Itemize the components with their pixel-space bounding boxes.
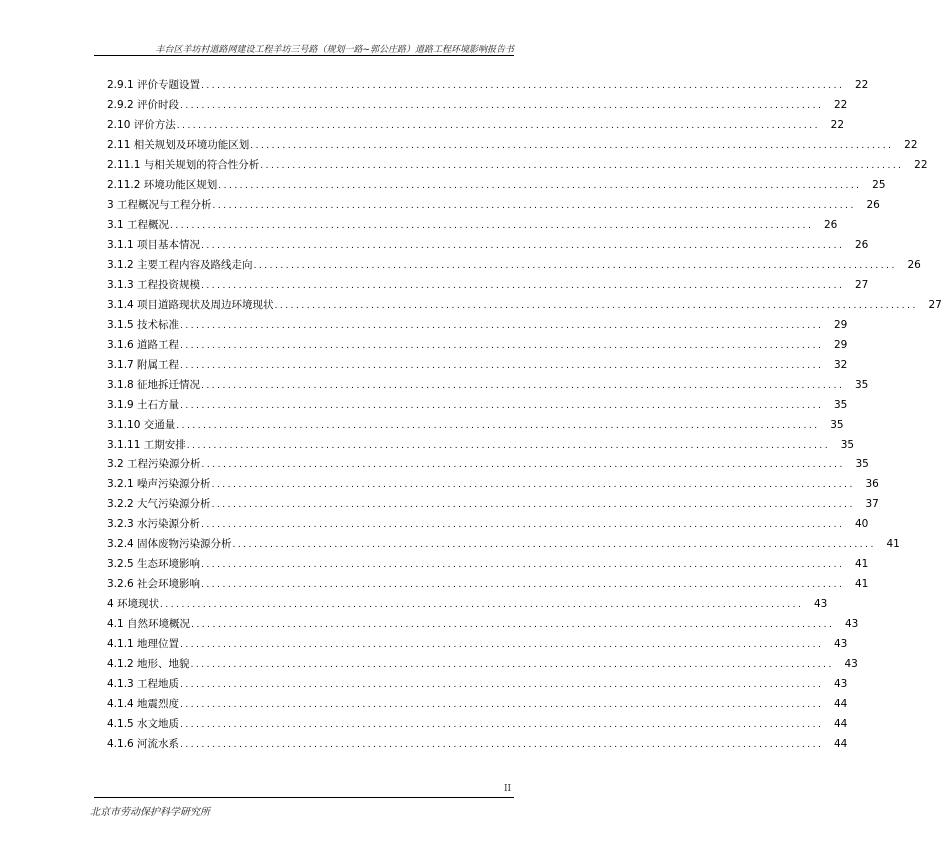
toc-dot-leader: ........................................................................................................................ [211, 480, 855, 491]
toc-dot-leader: ........................................................................................................................ [180, 680, 824, 691]
toc-entry-title: 4.1.4 地震烈度 [107, 698, 180, 711]
footer-organization: 北京市劳动保护科学研究所 [90, 807, 210, 818]
toc-dot-leader: ........................................................................................................................ [180, 720, 824, 730]
toc-entry[interactable] [107, 736, 848, 752]
toc-entry-title: 3.1.2 主要工程内容及路线走向 [107, 258, 253, 271]
toc-dot-leader: ........................................................................................................................ [201, 81, 845, 91]
toc-entry-page: 44 [834, 718, 848, 730]
toc-dot-leader: ........................................................................................................................ [211, 500, 855, 511]
toc-entry[interactable] [107, 197, 880, 213]
table-of-contents [107, 0, 942, 842]
toc-entry-page: 41 [855, 578, 869, 591]
toc-entry-title: 3.1.5 技术标准 [107, 318, 180, 331]
toc-entry-page: 35 [834, 398, 848, 411]
toc-entry[interactable] [107, 177, 886, 193]
toc-entry[interactable] [107, 676, 848, 692]
toc-entry[interactable] [107, 556, 869, 572]
toc-entry-title: 3.1.9 土石方量 [107, 398, 180, 411]
toc-entry-page: 22 [904, 138, 918, 151]
toc-entry-title: 3.2.3 水污染源分析 [107, 518, 201, 531]
toc-entry-title: 3.1 工程概况 [107, 218, 170, 231]
toc-entry[interactable] [107, 616, 859, 632]
toc-dot-leader: ........................................................................................................................ [170, 220, 814, 231]
toc-entry-title: 4.1.6 河流水系 [107, 738, 180, 750]
toc-dot-leader: ........................................................................................................................ [201, 280, 845, 291]
toc-dot-leader: ........................................................................................................................ [176, 120, 821, 131]
toc-dot-leader: ........................................................................................................................ [180, 640, 824, 651]
toc-entry-title: 2.10 评价方法 [107, 118, 176, 131]
toc-entry-title: 3.1.10 交通量 [107, 418, 176, 431]
toc-entry-page: 41 [855, 558, 869, 571]
toc-entry-page: 22 [830, 118, 845, 131]
toc-entry[interactable] [107, 716, 848, 732]
toc-entry-page: 26 [823, 218, 838, 231]
toc-entry[interactable] [107, 117, 845, 133]
toc-entry[interactable] [107, 596, 828, 612]
toc-entry[interactable] [107, 217, 838, 233]
toc-entry-page: 26 [855, 238, 869, 251]
page-number: II [504, 784, 512, 794]
toc-entry-page: 43 [844, 658, 858, 671]
toc-entry-title: 3.2.1 噪声污染源分析 [107, 478, 211, 491]
toc-dot-leader: ........................................................................................................................ [180, 700, 824, 711]
toc-entry-title: 3.1.3 工程投资规模 [107, 278, 201, 291]
toc-entry[interactable] [107, 536, 900, 552]
toc-entry-title: 2.9.2 评价时段 [107, 99, 180, 111]
toc-entry-title: 4.1.5 水文地质 [107, 718, 180, 730]
toc-dot-leader: ........................................................................................................................ [212, 200, 856, 211]
toc-dot-leader: ........................................................................................................................ [218, 180, 862, 191]
footer-rule [94, 797, 514, 798]
toc-entry-title: 4.1.1 地理位置 [107, 638, 180, 651]
toc-entry-title: 4.1.3 工程地质 [107, 678, 180, 691]
toc-entry-title: 2.11.2 环境功能区规划 [107, 178, 218, 191]
toc-entry[interactable] [107, 656, 858, 672]
toc-entry-title: 3.1.7 附属工程 [107, 358, 180, 371]
toc-entry[interactable] [107, 257, 921, 273]
toc-dot-leader: ........................................................................................................................ [160, 600, 804, 611]
toc-entry-title: 4 环境现状 [107, 598, 160, 611]
toc-entry-title: 3.2.2 大气污染源分析 [107, 498, 211, 511]
toc-entry-title: 3.2.5 生态环境影响 [107, 558, 201, 571]
toc-dot-leader: ........................................................................................................................ [191, 620, 835, 631]
toc-entry-page: 26 [866, 198, 880, 211]
toc-entry-page: 40 [855, 518, 869, 531]
toc-entry[interactable] [107, 456, 869, 472]
toc-entry-title: 3.1.11 工期安排 [107, 438, 186, 451]
toc-entry[interactable] [107, 437, 855, 453]
toc-dot-leader: ........................................................................................................................ [180, 320, 824, 331]
toc-entry-title: 2.9.1 评价专题设置 [107, 79, 201, 91]
toc-entry[interactable] [107, 476, 879, 492]
toc-entry-page: 22 [914, 158, 928, 171]
toc-dot-leader: ........................................................................................................................ [201, 380, 845, 391]
toc-entry-page: 43 [834, 638, 848, 651]
toc-entry[interactable] [107, 297, 942, 313]
toc-entry[interactable] [107, 576, 869, 592]
toc-entry-page: 41 [886, 538, 900, 551]
toc-entry-page: 29 [834, 338, 848, 351]
toc-entry-title: 3.2 工程污染源分析 [107, 458, 201, 471]
toc-entry-page: 37 [865, 498, 879, 511]
toc-entry-page: 35 [855, 378, 869, 391]
toc-entry[interactable] [107, 417, 844, 433]
toc-entry-page: 29 [834, 318, 848, 331]
toc-entry-page: 27 [928, 298, 942, 311]
toc-entry-page: 35 [830, 418, 844, 431]
toc-dot-leader: ........................................................................................................................ [180, 740, 824, 750]
toc-dot-leader: ........................................................................................................................ [180, 400, 824, 411]
toc-entry[interactable] [107, 277, 869, 293]
toc-entry[interactable] [107, 377, 869, 393]
toc-entry-page: 36 [865, 478, 879, 491]
toc-dot-leader: ........................................................................................................................ [250, 140, 894, 151]
toc-entry-page: 22 [834, 99, 848, 111]
toc-entry-page: 35 [855, 458, 869, 471]
toc-entry-title: 4.1.2 地形、地貌 [107, 658, 190, 671]
toc-entry-title: 3.1.8 征地拆迁情况 [107, 378, 201, 391]
running-header: 丰台区羊坊村道路网建设工程羊坊三号路（规划一路~郭公庄路）道路工程环境影响报告书 [155, 45, 514, 55]
toc-dot-leader: ........................................................................................................................ [260, 160, 904, 171]
toc-entry-title: 3.2.4 固体废物污染源分析 [107, 538, 232, 551]
toc-entry-title: 3 工程概况与工程分析 [107, 198, 212, 211]
toc-entry[interactable] [107, 357, 848, 373]
toc-entry-title: 2.11 相关规划及环境功能区划 [107, 138, 250, 151]
toc-entry[interactable] [107, 237, 869, 253]
toc-entry-title: 2.11.1 与相关规划的符合性分析 [107, 158, 260, 171]
toc-dot-leader: ........................................................................................................................ [180, 360, 824, 371]
toc-dot-leader: ........................................................................................................................ [180, 340, 824, 351]
toc-entry[interactable] [107, 496, 879, 512]
toc-entry-page: 44 [834, 698, 848, 711]
toc-entry[interactable] [107, 317, 848, 333]
toc-entry-page: 32 [834, 358, 848, 371]
toc-entry[interactable] [107, 516, 869, 532]
toc-entry[interactable] [107, 397, 848, 413]
toc-dot-leader: ........................................................................................................................ [176, 420, 820, 431]
toc-entry-page: 43 [834, 678, 848, 691]
toc-entry-page: 43 [813, 598, 828, 611]
toc-entry[interactable] [107, 97, 848, 113]
toc-entry-page: 44 [834, 738, 848, 750]
toc-dot-leader: ........................................................................................................................ [180, 101, 824, 111]
toc-entry-page: 26 [907, 258, 921, 271]
toc-dot-leader: ........................................................................................................................ [201, 460, 845, 471]
toc-dot-leader: ........................................................................................................................ [232, 540, 876, 551]
toc-entry[interactable] [107, 137, 918, 153]
toc-entry-title: 3.2.6 社会环境影响 [107, 578, 201, 591]
toc-entry-page: 43 [844, 618, 859, 631]
toc-entry[interactable] [107, 696, 848, 712]
toc-entry-title: 4.1 自然环境概况 [107, 618, 191, 631]
toc-dot-leader: ........................................................................................................................ [201, 520, 845, 531]
toc-dot-leader: ........................................................................................................................ [274, 300, 918, 311]
toc-entry-page: 27 [855, 278, 869, 291]
toc-dot-leader: ........................................................................................................................ [186, 440, 831, 451]
toc-entry-page: 35 [840, 438, 855, 451]
toc-dot-leader: ........................................................................................................................ [201, 580, 845, 591]
toc-entry-title: 3.1.4 项目道路现状及周边环境现状 [107, 298, 274, 311]
toc-dot-leader: ........................................................................................................................ [190, 660, 834, 671]
toc-entry-page: 25 [872, 178, 886, 191]
toc-entry-page: 22 [855, 79, 869, 91]
toc-entry[interactable] [107, 337, 848, 353]
toc-dot-leader: ........................................................................................................................ [253, 260, 897, 271]
toc-entry[interactable] [107, 157, 928, 173]
toc-entry-title: 3.1.6 道路工程 [107, 338, 180, 351]
toc-dot-leader: ........................................................................................................................ [201, 560, 845, 571]
toc-entry[interactable] [107, 636, 848, 652]
toc-entry-title: 3.1.1 项目基本情况 [107, 238, 201, 251]
toc-entry[interactable] [107, 77, 869, 93]
toc-dot-leader: ........................................................................................................................ [201, 240, 845, 251]
